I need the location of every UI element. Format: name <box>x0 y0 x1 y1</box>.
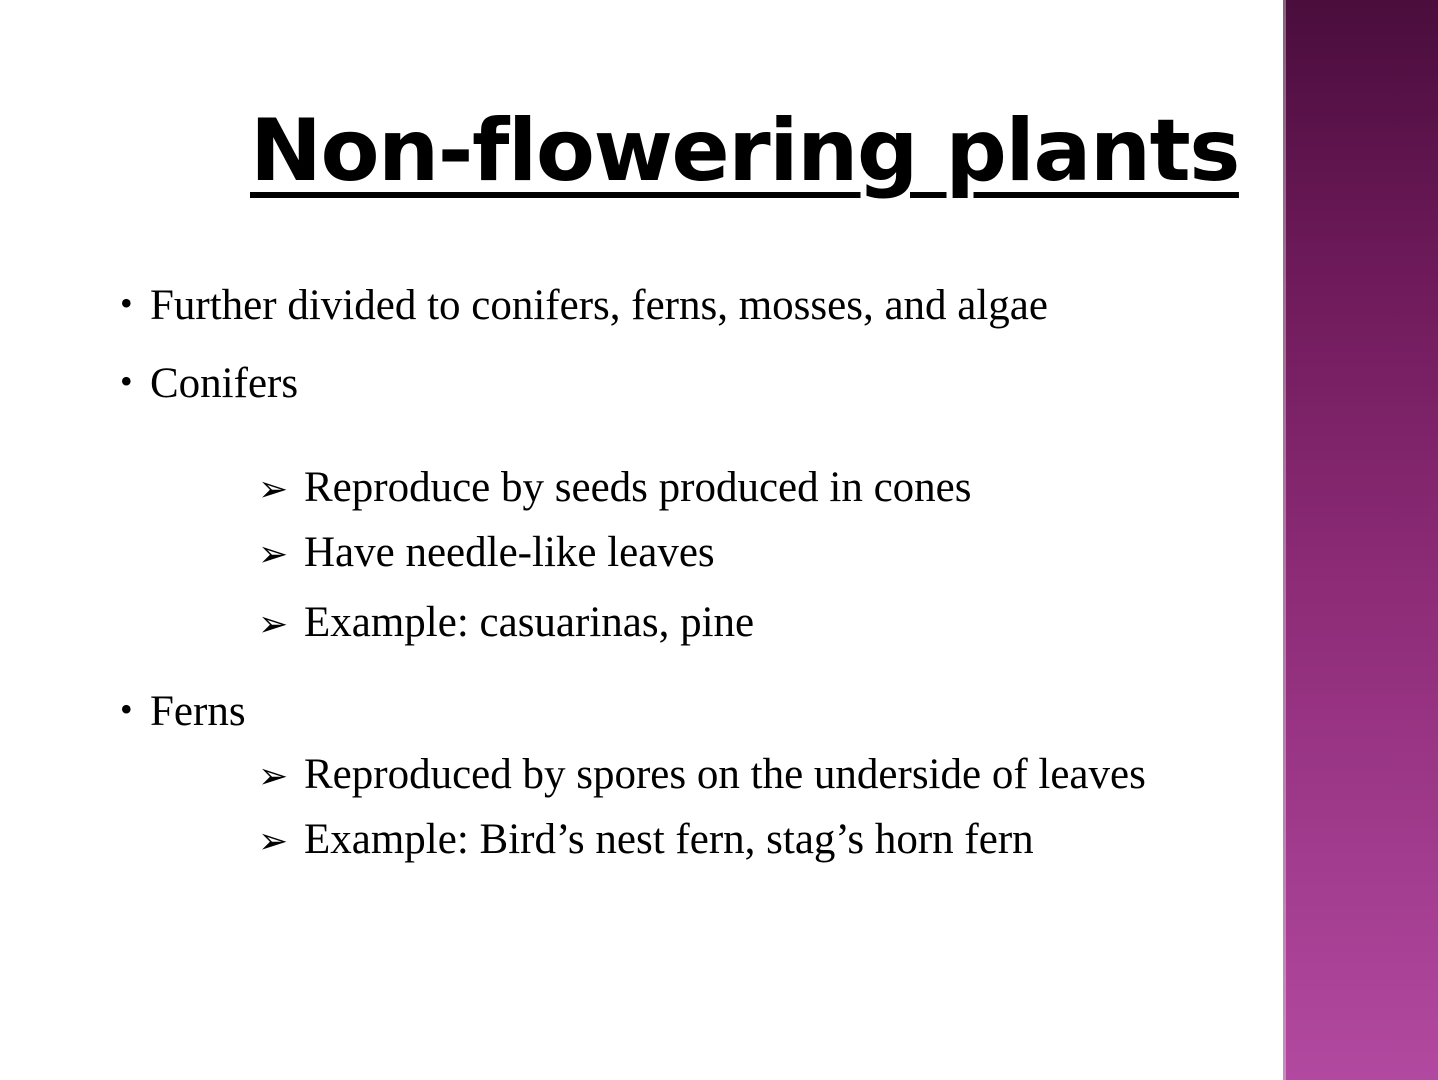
sub-bullet-item <box>258 753 1146 796</box>
bullet-icon: • <box>120 361 133 401</box>
sub-bullet-item <box>258 466 972 509</box>
arrow-bullet-icon: ➢ <box>258 756 289 797</box>
slide-title-text: Non-flowering plants <box>250 101 1239 201</box>
bullet-text: Further divided to conifers, ferns, mosses, and algae <box>150 282 1048 329</box>
sub-bullet-text: Reproduce by seeds produced in cones <box>304 464 972 511</box>
bullet-item <box>120 362 298 405</box>
bullet-item <box>120 284 1048 327</box>
sub-bullet-text: Example: Bird’s nest fern, stag’s horn fern <box>304 816 1034 863</box>
sub-bullet-text: Have needle-like leaves <box>304 529 715 576</box>
bullet-icon: • <box>120 689 133 729</box>
sub-bullet-text: Example: casuarinas, pine <box>304 599 755 646</box>
arrow-bullet-icon: ➢ <box>258 604 289 645</box>
slide-title <box>0 101 1438 201</box>
sub-bullet-item <box>258 531 715 574</box>
bullet-icon: • <box>120 283 133 323</box>
arrow-bullet-icon: ➢ <box>258 534 289 575</box>
arrow-bullet-icon: ➢ <box>258 821 289 862</box>
bullet-text: Conifers <box>150 360 299 407</box>
sub-bullet-item <box>258 818 1034 861</box>
sub-bullet-text: Reproduced by spores on the underside of leaves <box>304 751 1146 798</box>
sub-bullet-item <box>258 601 754 644</box>
bullet-item <box>120 690 246 733</box>
bullet-text: Ferns <box>150 688 246 735</box>
arrow-bullet-icon: ➢ <box>258 469 289 510</box>
